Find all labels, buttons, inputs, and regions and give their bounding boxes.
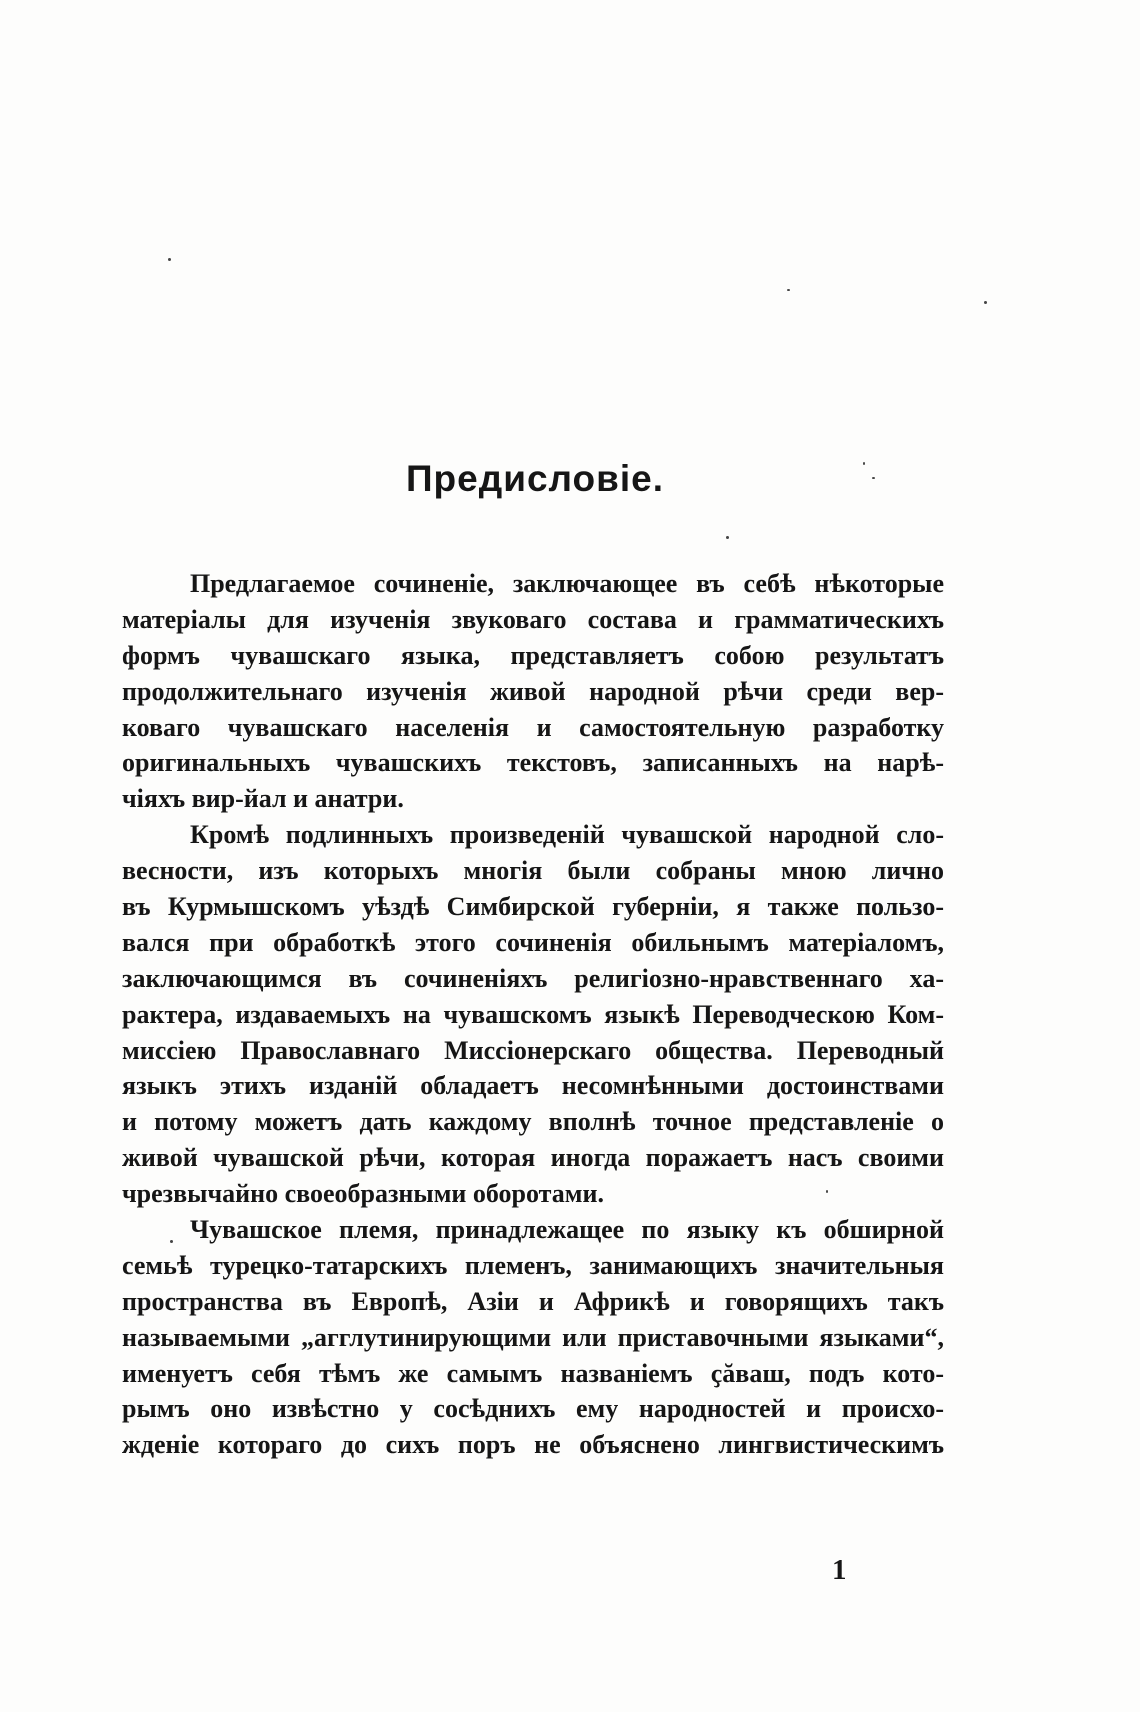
text-line: и потому можетъ дать каждому вполнѣ точное представленіе о <box>122 1107 944 1137</box>
text-line: называемыми „агглутинирующими или приставочными языками“, <box>122 1322 944 1352</box>
text-line: рактера, издаваемыхъ на чувашскомъ языкѣ Переводческою Ком- <box>122 999 944 1029</box>
scan-speck <box>872 477 875 479</box>
text-line: чіяхъ вир-йал и анатри. <box>122 784 404 814</box>
scan-speck <box>726 536 729 539</box>
text-line: формъ чувашскаго языка, представляетъ собою результатъ <box>122 640 944 670</box>
body-text <box>122 566 944 1463</box>
scan-speck <box>787 289 790 291</box>
page-heading: Предисловіе. <box>405 458 665 499</box>
text-line: Чувашское племя, принадлежащее по языку къ обширной <box>190 1215 944 1245</box>
text-line: миссіею Православнаго Миссіонерскаго общества. Переводный <box>122 1035 944 1065</box>
text-line: чрезвычайно своеобразными оборотами. <box>122 1179 604 1209</box>
text-line: жденіе котораго до сихъ поръ не объяснено лингвистическимъ <box>122 1430 944 1460</box>
text-line: языкъ этихъ изданій обладаетъ несомнѣнными достоинствами <box>122 1071 944 1101</box>
page-number: 1 <box>832 1554 847 1586</box>
text-line: матеріалы для изученія звуковаго состава и грамматическихъ <box>122 604 944 634</box>
text-line: пространства въ Европѣ, Азіи и Африкѣ и говорящихъ такъ <box>122 1286 944 1316</box>
text-line: заключающимся въ сочиненіяхъ религіозно-нравственнаго ха- <box>122 963 944 993</box>
text-line: Предлагаемое сочиненіе, заключающее въ себѣ нѣкоторые <box>190 569 944 598</box>
text-line: живой чувашской рѣчи, которая иногда поражаетъ насъ своими <box>122 1143 944 1173</box>
scan-speck <box>170 1240 173 1243</box>
text-line: семьѣ турецко-татарскихъ племенъ, занимающихъ значительныя <box>122 1250 944 1280</box>
scan-speck <box>168 258 171 261</box>
text-line: рымъ оно извѣстно у сосѣднихъ ему народностей и происхо- <box>122 1394 944 1424</box>
text-line: вался при обработкѣ этого сочиненія обильнымъ матеріаломъ, <box>122 927 944 957</box>
text-line: Кромѣ подлинныхъ произведеній чувашской народной сло- <box>190 820 944 850</box>
scan-speck <box>863 462 865 465</box>
scan-speck <box>826 1190 828 1193</box>
text-line: оригинальныхъ чувашскихъ текстовъ, записанныхъ на нарѣ- <box>122 748 944 778</box>
scan-speck <box>984 301 987 304</box>
text-line: весности, изъ которыхъ многія были собраны мною лично <box>122 856 944 886</box>
text-line: коваго чувашскаго населенія и самостоятельную разработку <box>122 712 944 742</box>
text-line: въ Курмышскомъ уѣздѣ Симбирской губерніи, я также пользо- <box>122 892 944 922</box>
text-line: именуетъ себя тѣмъ же самымъ названіемъ ҫăваш, подъ кото- <box>122 1358 944 1388</box>
text-line: продолжительнаго изученія живой народной рѣчи среди вер- <box>122 676 944 706</box>
